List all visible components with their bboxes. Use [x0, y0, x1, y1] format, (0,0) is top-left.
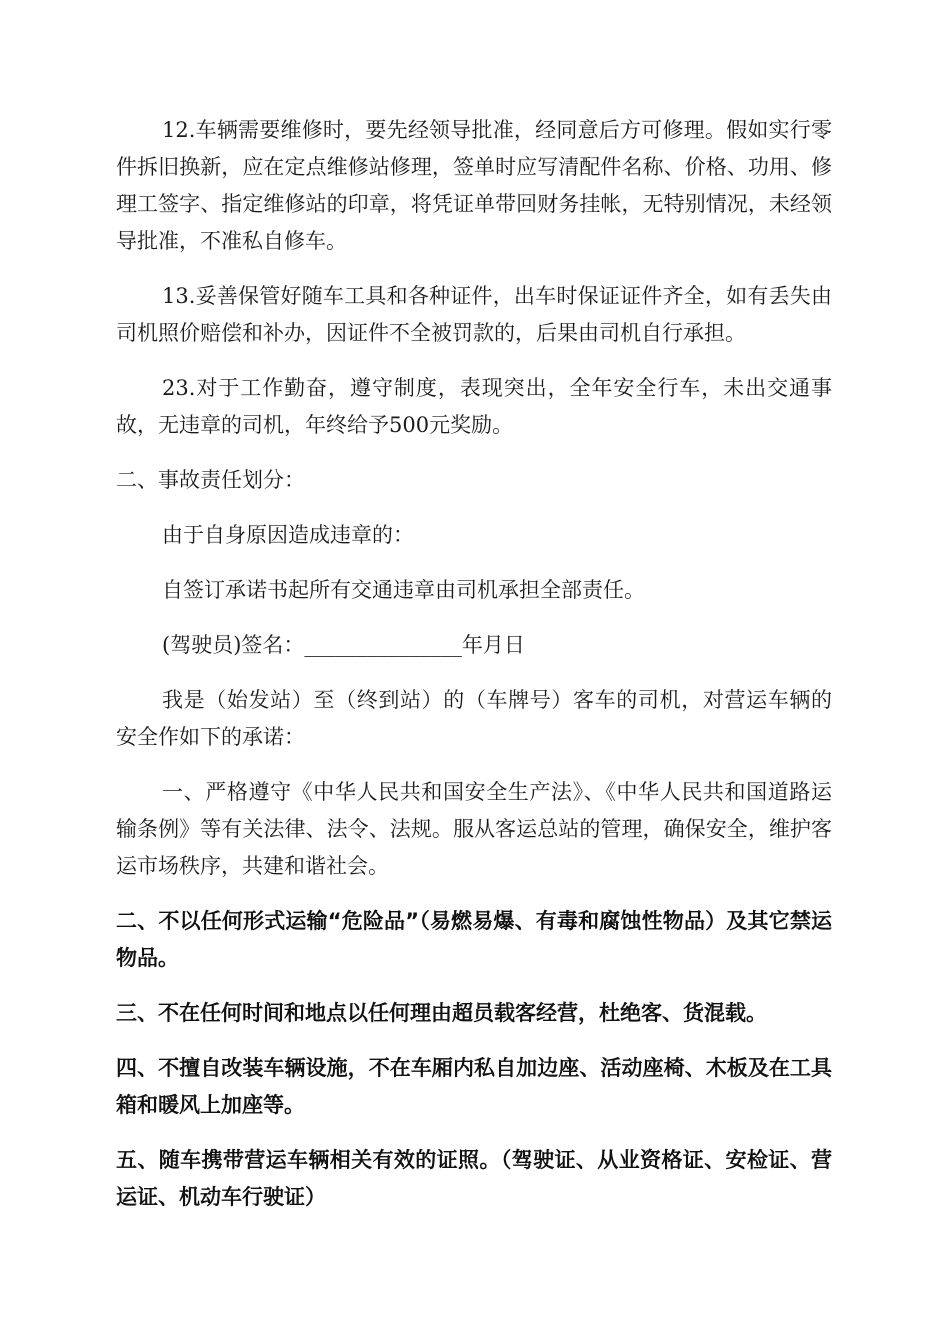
paragraph-responsibility-statement: 自签订承诺书起所有交通违章由司机承担全部责任。	[162, 578, 645, 602]
section-heading-accident-responsibility: 二、事故责任划分：	[116, 468, 305, 492]
pledge-item-1: 一、严格遵守《中华人民共和国安全生产法》、《中华人民共和国道路运输条例》等有关法律、法令、法规。服从客运总站的管理，确保安全，维护客运市场秩序，共建和谐社会。	[116, 780, 832, 878]
paragraph-item-23: 23.对于工作勤奋，遵守制度，表现突出，全年安全行车，未出交通事故，无违章的司机，年终给予500元奖励。	[116, 376, 832, 437]
paragraph-self-cause: 由于自身原因造成违章的：	[162, 523, 414, 547]
pledge-item-3: 三、不在任何时间和地点以任何理由超员载客经营，杜绝客、货混载。	[116, 1001, 767, 1025]
signature-line: (驾驶员)签名：_______________年月日	[162, 633, 525, 657]
paragraph-item-12: 12.车辆需要维修时，要先经领导批准，经同意后方可修理。假如实行零件拆旧换新，应在定点维修站修理，签单时应写清配件名称、价格、功用、修理工签字、指定维修站的印章，将凭证单带回财务挂帐，无特别情况，未经领导批准，不准私自修车。	[116, 118, 832, 253]
paragraph-pledge-intro: 我是（始发站）至（终到站）的（车牌号）客车的司机，对营运车辆的安全作如下的承诺：	[116, 688, 832, 749]
pledge-item-4: 四、不擅自改装车辆设施，不在车厢内私自加边座、活动座椅、木板及在工具箱和暖风上加座等。	[116, 1056, 832, 1117]
document-body	[116, 112, 832, 1216]
paragraph-item-13: 13.妥善保管好随车工具和各种证件，出车时保证证件齐全，如有丢失由司机照价赔偿和补办，因证件不全被罚款的，后果由司机自行承担。	[116, 284, 832, 345]
pledge-item-5: 五、随车携带营运车辆相关有效的证照。（驾驶证、从业资格证、安检证、营运证、机动车行驶证）	[116, 1148, 832, 1209]
pledge-item-2: 二、不以任何形式运输“危险品”（易燃易爆、有毒和腐蚀性物品）及其它禁运物品。	[116, 909, 832, 970]
